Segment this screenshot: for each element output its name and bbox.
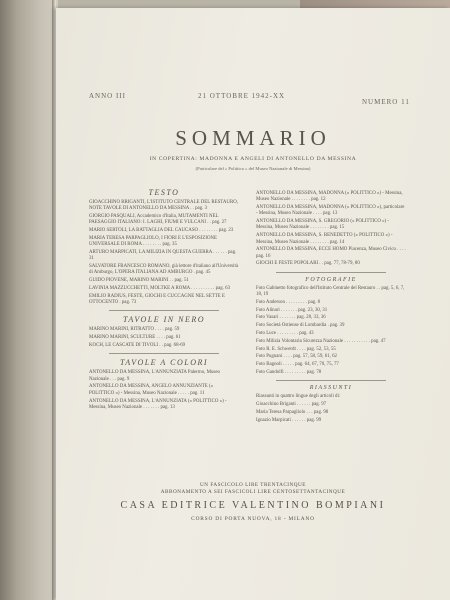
section-heading-testo: TESTO [148, 188, 180, 197]
photo-credit: Foto Vasari . . . . . . . pag. 28, 33, 36 [256, 315, 326, 321]
page-title: SOMMARIO [175, 126, 331, 150]
photo-credit: Foto Gandolfi . . . . . . . . . pag. 78 [256, 370, 322, 376]
subscription-line: ABBONAMENTO A SEI FASCICOLI LIRE CENTOSETTANTACINQUE [160, 489, 346, 495]
divider [109, 310, 219, 311]
toc-entry: ANTONELLO DA MESSINA, MADONNA (« POLITTICO »), particolare - Messina, Museo Nazionale . . . . pag. 13 [256, 205, 405, 217]
publisher-address: CORSO DI PORTA NUOVA, 18 - MILANO [191, 516, 315, 522]
photo-credit: Foto Società Ostiense di Lombardia . pag. 39 [256, 323, 345, 329]
issue-year: ANNO III [89, 92, 126, 100]
photo-credit: Foto Luce . . . . . . . . . pag. 43 [256, 331, 314, 337]
toc-entry: ANTONELLO DA MESSINA, L'ANNUNZIATA (« POLITTICO ») - Messina, Museo Nazionale . . . . . . . pag. 13 [89, 398, 227, 410]
toc-entry: ANTONELLO DA MESSINA, L'ANNUNZIATA Palermo, Museo Nazionale . . . pag. 9 [89, 370, 220, 382]
toc-entry: EMILIO RADIUS, FESTE, GIOCHI E CUCCAGNE NEL SETTE E OTTOCENTO . pag. 73 [89, 293, 225, 306]
cover-caption-note: (Particolare del « Polittico » del Museo Nazionale di Messina) [195, 166, 311, 171]
toc-entry: LAVINIA MAZZUCCHETTI, MOLTKE A ROMA . . . . . . . . . . pag. 63 [89, 286, 231, 292]
toc-entry: GIOACCHINO BRIGANTI, L'ISTITUTO CENTRALE DEL RESTAURO, NOTE TAVOLE DI ANTONELLO DA MESSINA . . pag. 3 [89, 200, 238, 212]
section-heading-riassunti: RIASSUNTI [309, 385, 353, 392]
toc-entry: GIORGIO PASQUALI, Accademico d'Italia, MUTAMENTI NEL PAESAGGIO ITALIANO: I. LAGHI, FIUMI E VULCANI . . pag. 27 [89, 214, 227, 226]
toc-entry: KOCH, LE CASCATE DI TIVOLI . . pag. 68-69 [89, 343, 186, 349]
photo-credit: Foto Gabinetto fotografico dell'Istituto Centrale del Restauro . . pag. 5, 6, 7, 18, 19 [256, 285, 405, 298]
price-line: UN FASCICOLO LIRE TRENTACINQUE [200, 482, 306, 488]
toc-entry: MARIA TERESA PARPAGLIOLO, I FIORI E L'ESPOSIZIONE UNIVERSALE DI ROMA . . . . . . . . pag. 35 [89, 235, 218, 248]
book-binding [0, 0, 58, 600]
divider [276, 272, 386, 273]
summary-intro: Riassunti in quattro lingue degli articoli di: [256, 394, 341, 400]
section-heading-tavole-colori: TAVOLE A COLORI [119, 358, 209, 368]
photo-credit: Foto Bagnoli . . . . . pag. 64, 67, 70, 75, 77 [256, 362, 339, 368]
toc-entry: SALVATORE FRANCESCO ROMANO, già lettore d'italiano all'Università di Amburgo, L'OPERA ITALIANA AD AMBURGO . pag. 45 [89, 264, 239, 276]
section-heading-fotografie: FOTOGRAFIE [305, 276, 357, 283]
summary-entry: Ignazio Marpicati . . . . . . pag. 99 [256, 417, 322, 423]
photo-credit: Foto Anderson . . . . . . . . . pag. 8 [256, 299, 321, 305]
issue-date: 21 OTTOBRE 1942-XX [198, 92, 286, 100]
publisher-name: CASA EDITRICE VALENTINO BOMPIANI [120, 500, 386, 511]
photo-credit: Foto Alinari . . . . . . . pag. 23, 30, 31 [256, 307, 328, 313]
toc-entry: GUIDO PIOVENE, MARINO MARINI . . pag. 51 [89, 278, 189, 284]
photo-credit: Foto Pugnani . . . . pag. 57, 58, 59, 61, 62 [256, 354, 337, 360]
toc-entry: MARINO MARINI, RITRATTO . . . . pag. 59 [89, 327, 180, 333]
summary-entry: Gioacchino Briganti . . . . . . pag. 97 [256, 402, 327, 408]
section-heading-tavole-nero: TAVOLE IN NERO [123, 315, 205, 325]
left-column [89, 186, 239, 413]
toc-entry: ANTONELLO DA MESSINA, ANGELO ANNUNZIANTE (« POLITTICO ») - Messina, Museo Nazionale . . . . . pag. 11 [89, 384, 214, 396]
toc-entry: ANTONELLO DA MESSINA, ECCE HOMO Piacenza, Museo Civico . . . . pag. 16 [256, 247, 406, 259]
toc-entry: ANTONELLO DA MESSINA, S. BENEDETTO (« POLITTICO ») - Messina, Museo Nazionale . . . . . . . . pag. 14 [256, 233, 393, 245]
divider [276, 380, 386, 381]
toc-entry: ARTURO MARPICATI, LA MILIZIA IN QUESTA GUERRA . . . . . . pag. 31 [89, 250, 237, 262]
toc-entry: ANTONELLO DA MESSINA, S. GREGORIO (« POLITTICO ») - Messina, Museo Nazionale . . . . . . . . pag. 15 [256, 219, 390, 231]
magazine-page [56, 8, 450, 600]
photo-credit: Foto R. E. Schwerdt . . . . pag. 52, 53, 55 [256, 346, 336, 352]
photo-credit: Foto Milizia Volontaria Sicurezza Nazionale . . . . . . . . . . . pag. 47 [256, 338, 386, 344]
summary-entry: Maria Teresa Parpagliolo . . . pag. 98 [256, 409, 329, 415]
issue-number: NUMERO 11 [362, 98, 410, 106]
right-column [256, 191, 406, 426]
toc-entry: GIOCHI E FESTE POPOLARI . . pag. 77, 78-79, 80 [256, 261, 360, 267]
toc-entry: MARINO MARINI, SCULTURE . . . . pag. 61 [89, 335, 181, 341]
cover-caption: IN COPERTINA: MADONNA E ANGELI DI ANTONELLO DA MESSINA [149, 156, 357, 162]
toc-entry: ANTONELLO DA MESSINA, MADONNA (« POLITTICO ») - Messina, Museo Nazionale . . . . . . . . pag. 12 [256, 191, 403, 203]
toc-entry: MARIO SERTOLI, LA BATTAGLIA DEL CAUCASO . . . . . . . . pag. 23 [89, 228, 234, 234]
divider [109, 353, 219, 354]
